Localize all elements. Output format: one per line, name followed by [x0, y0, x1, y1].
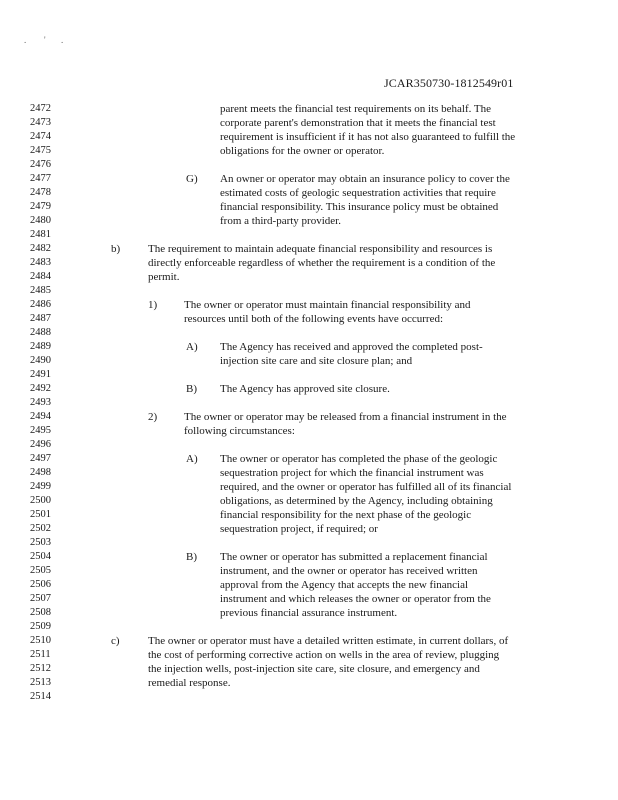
body-text-line: The owner or operator must have a detailed written estimate, in current dollars, of — [148, 635, 509, 647]
item-marker-c: c) — [111, 635, 120, 647]
line-number: 2509 — [30, 621, 51, 632]
body-text-line: instrument, and the owner or operator has received written — [220, 565, 478, 577]
line-number: 2494 — [30, 411, 51, 422]
line-number: 2482 — [30, 243, 51, 254]
line-number: 2507 — [30, 593, 51, 604]
body-text-line: estimated costs of geologic sequestration activities that require — [220, 187, 496, 199]
line-number: 2513 — [30, 677, 51, 688]
line-number: 2481 — [30, 229, 51, 240]
line-number: 2492 — [30, 383, 51, 394]
line-number: 2498 — [30, 467, 51, 478]
line-number: 2476 — [30, 159, 51, 170]
line-number: 2502 — [30, 523, 51, 534]
body-text-line: The requirement to maintain adequate financial responsibility and resources is — [148, 243, 493, 255]
line-number: 2480 — [30, 215, 51, 226]
item-marker-b-upper: B) — [186, 551, 197, 563]
line-number: 2485 — [30, 285, 51, 296]
line-number: 2504 — [30, 551, 51, 562]
body-text-line: the cost of performing corrective action on wells in the area of review, plugging — [148, 649, 500, 661]
line-number: 2495 — [30, 425, 51, 436]
body-text-line: from a third-party provider. — [220, 215, 341, 227]
document-id-header: JCAR350730-1812549r01 — [384, 76, 514, 90]
line-number: 2506 — [30, 579, 51, 590]
body-text-line: the injection wells, post-injection site care, site closure, and emergency and — [148, 663, 480, 675]
body-text-line: sequestration project for which the financial instrument was — [220, 467, 484, 479]
line-number: 2503 — [30, 537, 51, 548]
body-text-line: parent meets the financial test requirements on its behalf. The — [220, 103, 492, 115]
line-number: 2477 — [30, 173, 51, 184]
line-number: 2490 — [30, 355, 51, 366]
body-text-line: obligations for the owner or operator. — [220, 145, 385, 157]
line-number: 2500 — [30, 495, 51, 506]
line-number: 2493 — [30, 397, 51, 408]
body-text-line: The owner or operator has submitted a replacement financial — [220, 551, 488, 563]
body-text-line: injection site care and site closure plan; and — [220, 355, 413, 367]
item-marker-1: 1) — [148, 299, 158, 311]
body-text-line: instrument and which releases the owner or operator from the — [220, 593, 491, 605]
line-number: 2474 — [30, 131, 51, 142]
body-text-line: financial responsibility. This insurance policy must be obtained — [220, 201, 499, 213]
line-number: 2488 — [30, 327, 51, 338]
line-number: 2501 — [30, 509, 51, 520]
body-text-line: approval from the Agency that accepts the new financial — [220, 579, 469, 591]
line-number: 2484 — [30, 271, 51, 282]
line-number: 2475 — [30, 145, 51, 156]
body-text-line: The owner or operator has completed the phase of the geologic — [220, 453, 498, 465]
line-number: 2499 — [30, 481, 51, 492]
scan-speck: . — [24, 35, 27, 45]
line-number: 2472 — [30, 103, 51, 114]
line-number: 2487 — [30, 313, 51, 324]
body-text-line: resources until both of the following events have occurred: — [184, 313, 444, 325]
line-number: 2508 — [30, 607, 51, 618]
body-text-line: directly enforceable regardless of whether the requirement is a condition of the — [148, 257, 496, 269]
body-text-line: permit. — [148, 271, 180, 283]
line-number: 2510 — [30, 635, 51, 646]
body-text-line: The owner or operator must maintain financial responsibility and — [184, 299, 471, 311]
line-number: 2486 — [30, 299, 51, 310]
body-text-line: previous financial assurance instrument. — [220, 607, 398, 619]
item-marker-b-upper: B) — [186, 383, 197, 395]
line-number: 2505 — [30, 565, 51, 576]
body-text-line: An owner or operator may obtain an insurance policy to cover the — [220, 173, 510, 185]
line-number: 2491 — [30, 369, 51, 380]
line-number: 2514 — [30, 691, 51, 702]
scan-speck: ' — [44, 35, 46, 45]
body-text-line: The Agency has approved site closure. — [220, 383, 390, 395]
body-text-line: The Agency has received and approved the completed post- — [220, 341, 483, 353]
body-text-line: following circumstances: — [184, 425, 295, 437]
scan-speck: . — [61, 35, 64, 45]
line-number: 2512 — [30, 663, 51, 674]
body-text-line: remedial response. — [148, 677, 231, 689]
line-number: 2473 — [30, 117, 51, 128]
item-marker-b: b) — [111, 243, 121, 255]
line-number: 2478 — [30, 187, 51, 198]
item-marker-g: G) — [186, 173, 198, 185]
line-number: 2489 — [30, 341, 51, 352]
body-text-line: sequestration project, if required; or — [220, 523, 378, 535]
body-text-line: required, and the owner or operator has fulfilled all of its financial — [220, 481, 512, 493]
item-marker-a: A) — [186, 453, 198, 465]
body-text-line: obligations, as determined by the Agency, including obtaining — [220, 495, 493, 507]
line-number: 2479 — [30, 201, 51, 212]
line-number: 2483 — [30, 257, 51, 268]
item-marker-a: A) — [186, 341, 198, 353]
body-text-line: requirement is insufficient if it has not also guaranteed to fulfill the — [220, 131, 516, 143]
line-number: 2497 — [30, 453, 51, 464]
body-text-line: The owner or operator may be released from a financial instrument in the — [184, 411, 507, 423]
line-number: 2511 — [30, 649, 51, 660]
body-text-line: financial responsibility for the next phase of the geologic — [220, 509, 472, 521]
body-text-line: corporate parent's demonstration that it meets the financial test — [220, 117, 496, 129]
item-marker-2: 2) — [148, 411, 158, 423]
line-number: 2496 — [30, 439, 51, 450]
